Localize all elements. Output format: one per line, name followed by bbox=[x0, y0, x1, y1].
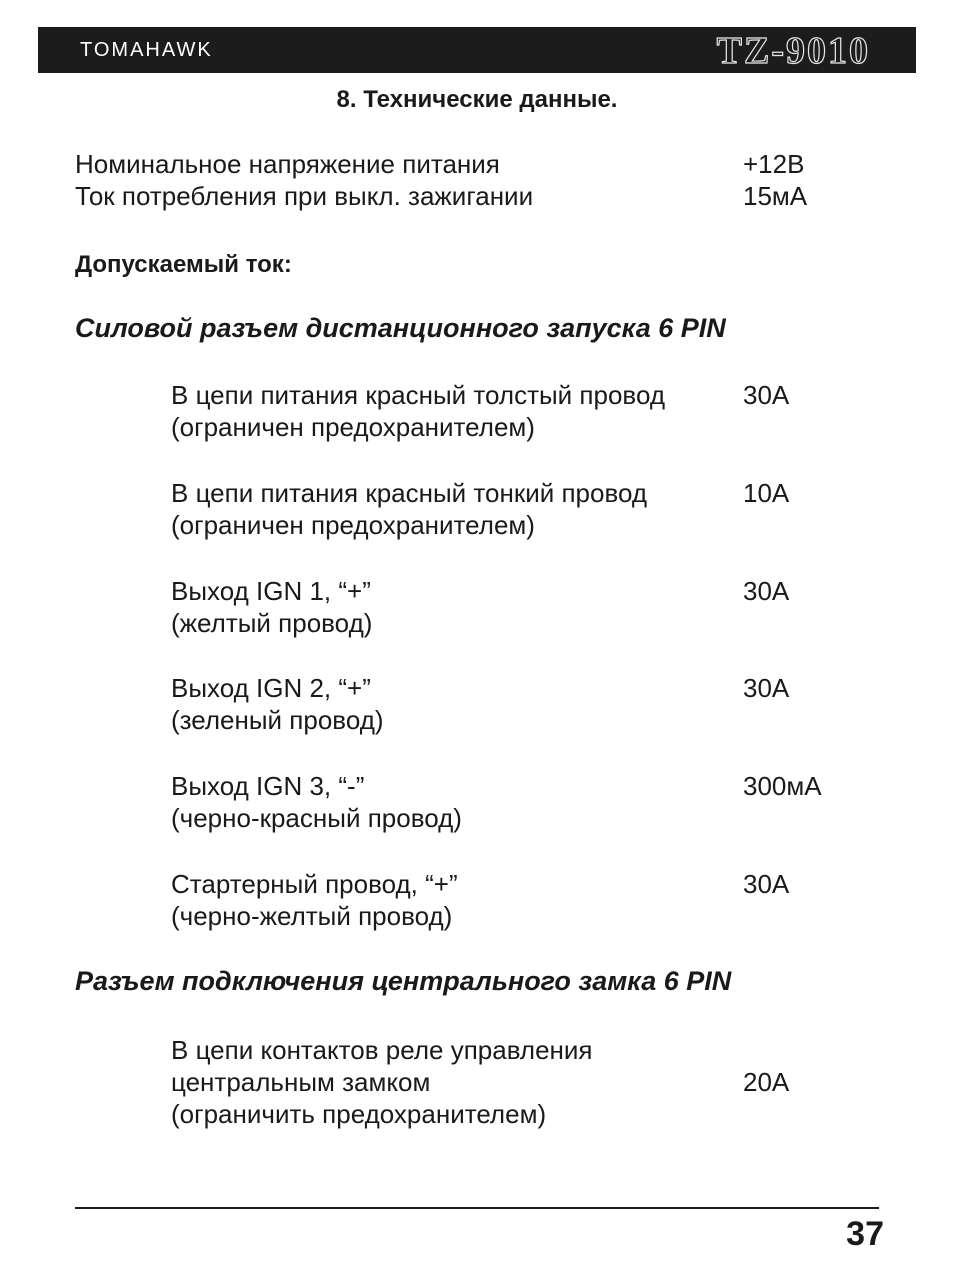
item-value: 30А bbox=[743, 380, 790, 410]
item-line1: Стартерный провод, “+” bbox=[171, 869, 458, 899]
footer-divider bbox=[75, 1207, 879, 1209]
lock-line3: (ограничить предохранителем) bbox=[171, 1099, 547, 1129]
model-name: TZ-9010 bbox=[716, 30, 870, 72]
item-line2: (черно-красный провод) bbox=[171, 803, 462, 833]
lock-value: 20А bbox=[743, 1067, 790, 1097]
lock-line1: В цепи контактов реле управления bbox=[171, 1035, 593, 1065]
allowed-current-heading: Допускаемый ток: bbox=[75, 251, 292, 278]
power-connector-heading: Силовой разъем дистанционного запуска 6 PIN bbox=[75, 313, 726, 343]
spec-label-standby-current: Ток потребления при выкл. зажигании bbox=[75, 181, 534, 211]
item-line1: Выход IGN 3, “-” bbox=[171, 771, 365, 801]
lock-line2: центральным замком bbox=[171, 1067, 431, 1097]
brand-name: TOMAHAWK bbox=[80, 39, 213, 61]
header-bar bbox=[38, 27, 916, 73]
item-line1: В цепи питания красный толстый провод bbox=[171, 380, 665, 410]
item-line2: (ограничен предохранителем) bbox=[171, 412, 535, 442]
section-title: 8. Технические данные. bbox=[336, 86, 618, 113]
item-value: 10А bbox=[743, 478, 790, 508]
item-line2: (зеленый провод) bbox=[171, 705, 384, 735]
item-value: 300мА bbox=[743, 771, 822, 801]
spec-value-voltage: +12В bbox=[743, 149, 805, 179]
item-line2: (черно-желтый провод) bbox=[171, 901, 453, 931]
item-line2: (желтый провод) bbox=[171, 608, 373, 638]
item-line1: Выход IGN 1, “+” bbox=[171, 576, 371, 606]
lock-connector-heading: Разъем подключения центрального замка 6 PIN bbox=[75, 966, 732, 996]
spec-value-standby-current: 15мА bbox=[743, 181, 808, 211]
item-value: 30А bbox=[743, 576, 790, 606]
item-line1: В цепи питания красный тонкий провод bbox=[171, 478, 648, 508]
item-line1: Выход IGN 2, “+” bbox=[171, 673, 371, 703]
item-line2: (ограничен предохранителем) bbox=[171, 510, 535, 540]
spec-label-voltage: Номинальное напряжение питания bbox=[75, 149, 500, 179]
item-value: 30А bbox=[743, 673, 790, 703]
page-number: 37 bbox=[846, 1215, 884, 1253]
item-value: 30А bbox=[743, 869, 790, 899]
